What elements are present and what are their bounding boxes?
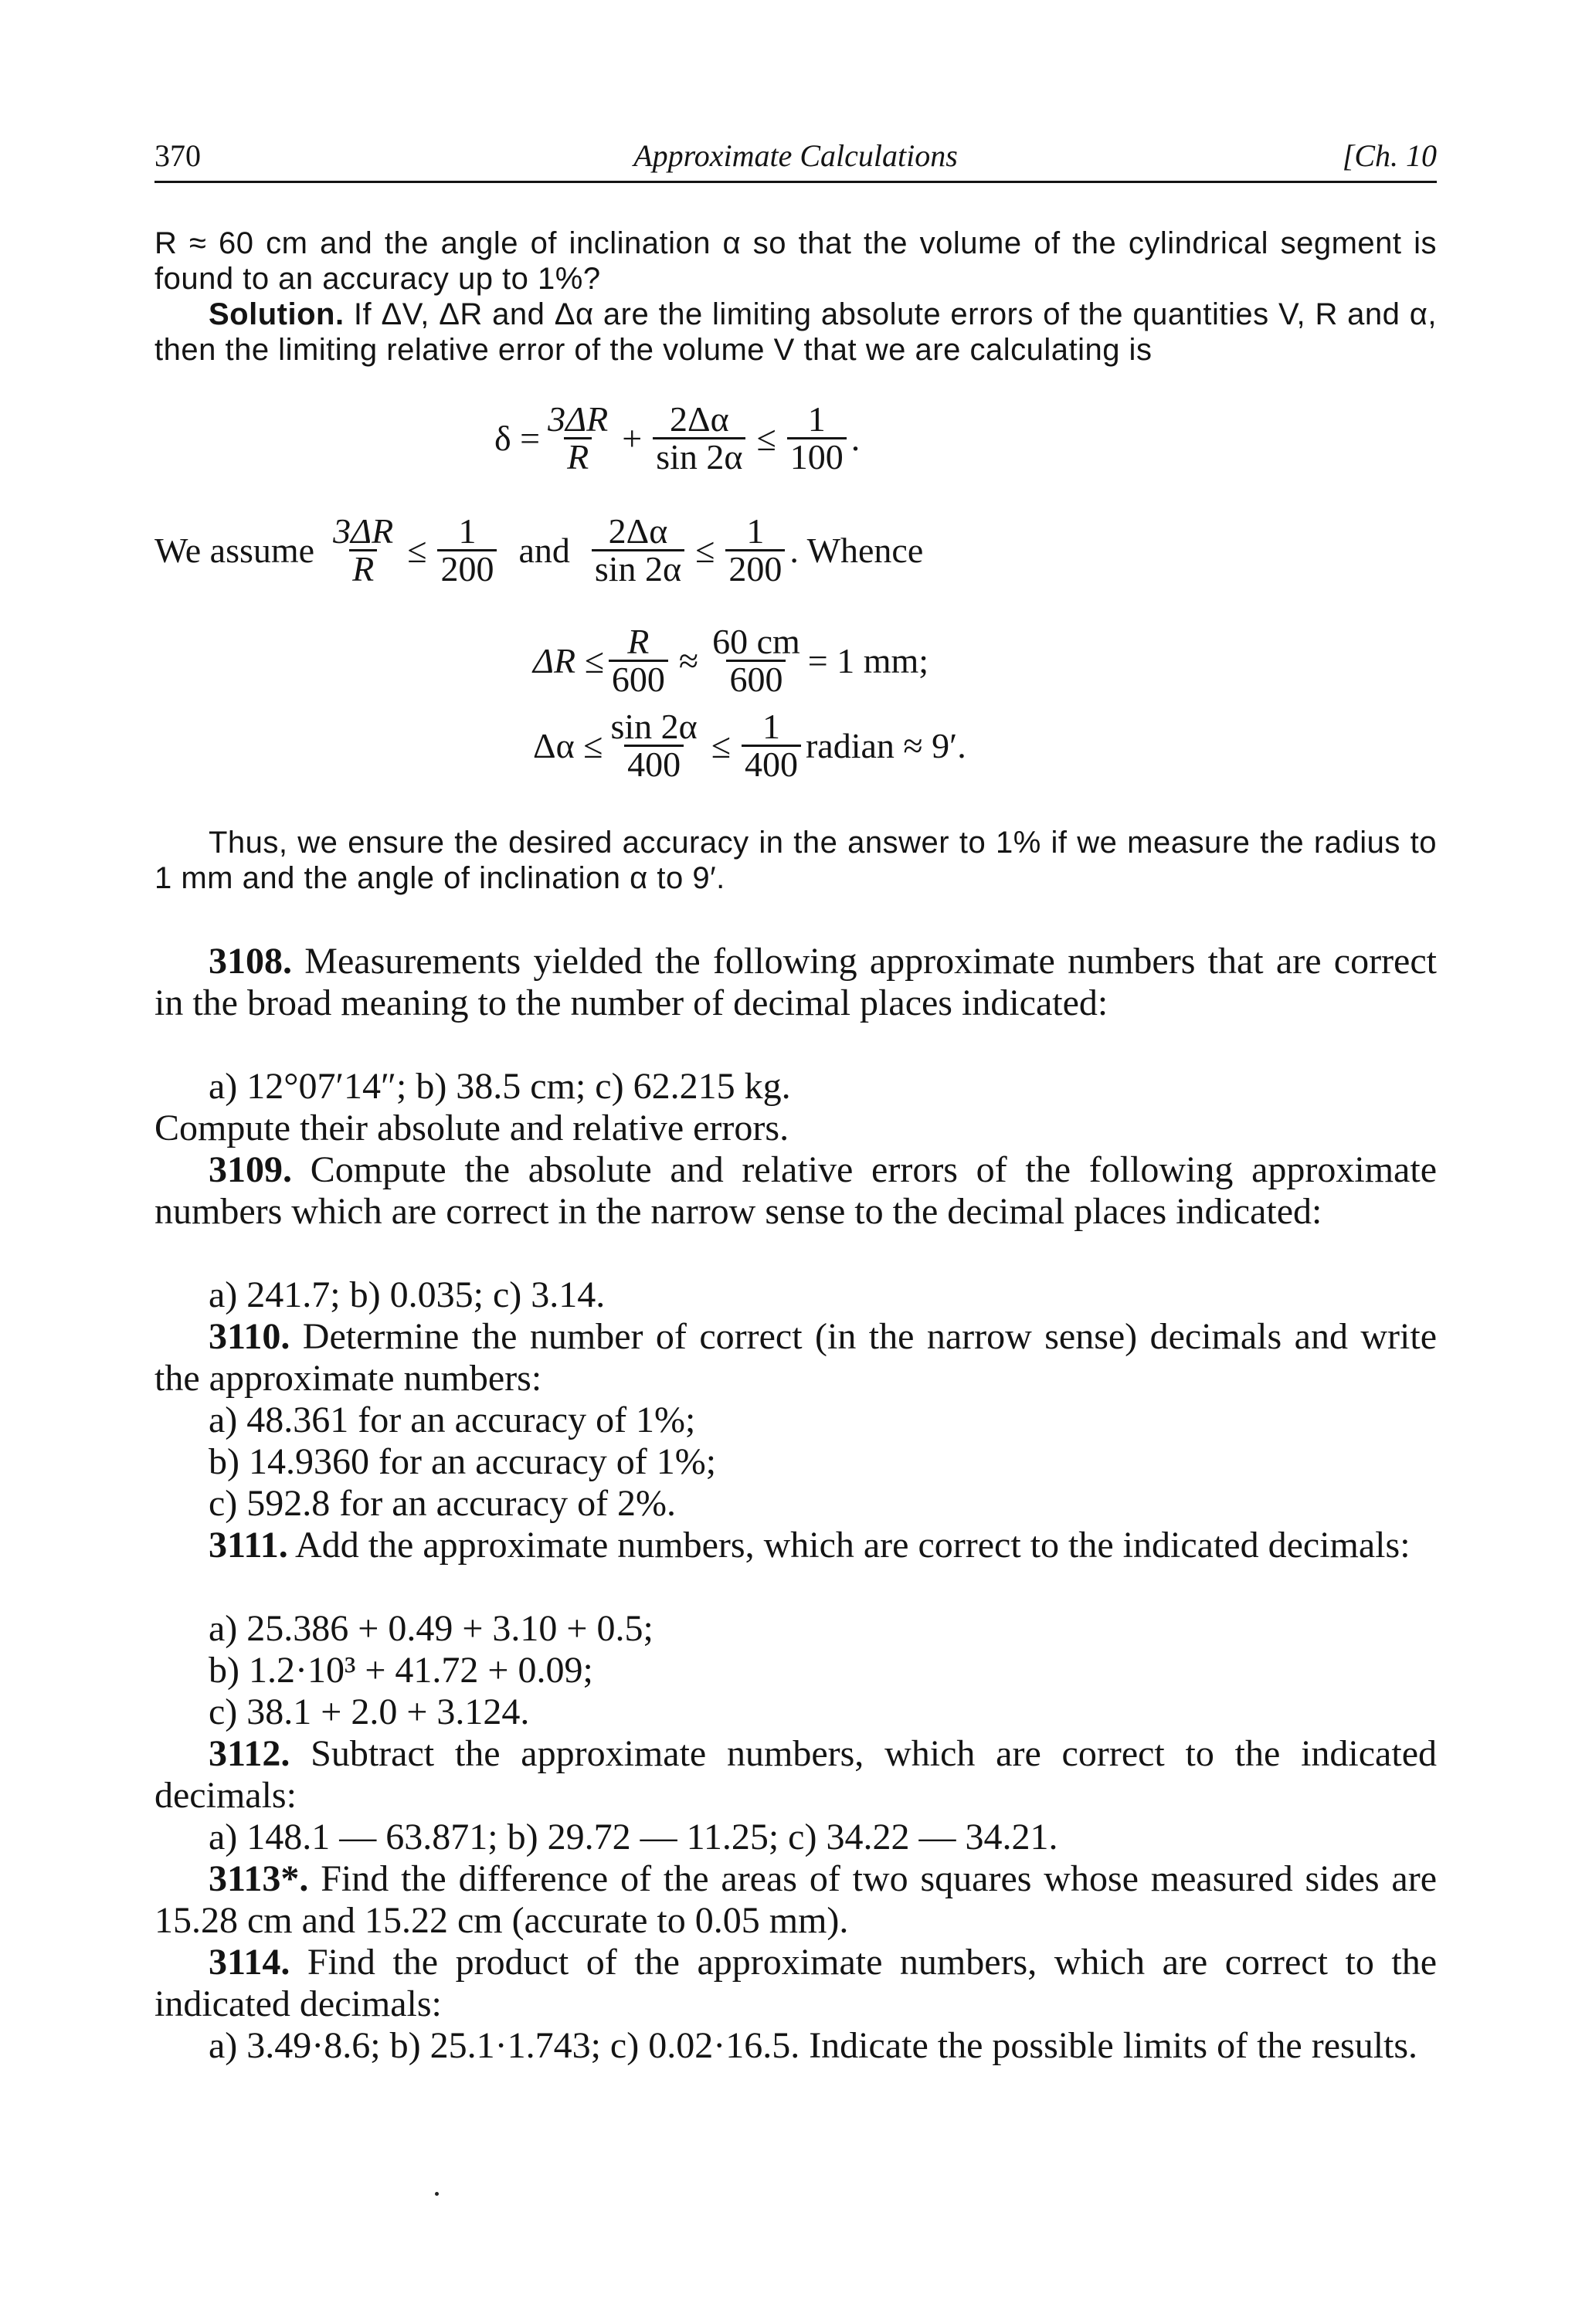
fraction [709,624,803,697]
denominator: R [349,549,377,587]
chapter-label: [Ch. 10 [1342,138,1437,173]
assume-label: We assume [154,531,315,570]
solution-paragraph [154,297,1437,368]
numerator: 3ΔR [548,399,609,439]
problem-number: 3114. [209,1942,290,1983]
formula-rhs: = 1 mm; [807,641,929,680]
fraction [725,511,785,589]
numerator: 60 cm [712,622,800,661]
formula-lhs: δ = [494,419,541,458]
problem-text: Determine the number of correct (in the narrow sense) decimals and write the approximate numbers: [154,1316,1437,1399]
denominator: 100 [787,437,847,475]
problem-number: 3108. [209,941,292,982]
numerator: sin 2α [610,707,698,746]
problem-3109 [154,1149,1437,1233]
formula-lhs: Δα ≤ [533,726,603,765]
problem-3109-values: a) 241.7; b) 0.035; c) 3.14. [209,1274,606,1315]
numerator: R [627,622,650,661]
numerator: 1 [746,511,765,551]
problem-text: Find the product of the approximate numbers, which are correct to the indicated decimals: [154,1942,1437,2024]
fraction [592,511,684,589]
problem-text: Find the difference of the areas of two squares whose measured sides are 15.28 cm and 15.22 cm (accurate to 0.05 mm). [154,1858,1437,1941]
problem-text: Subtract the approximate numbers, which are correct to the indicated decimals: [154,1733,1437,1816]
fraction [609,624,668,697]
intro-text [154,226,1437,297]
problem-3111-c: c) 38.1 + 2.0 + 3.124. [209,1691,530,1732]
problem-number: 3113*. [209,1858,309,1899]
and-word: and [518,531,570,570]
whence-word: . Whence [789,531,924,570]
numerator: 1 [807,399,826,439]
conclusion-paragraph: Thus, we ensure the desired accuracy in the answer to 1% if we measure the radius to 1 mm and the angle of inclination α to 9′. [154,826,1437,895]
fraction [437,511,497,589]
solution-text: If ΔV, ΔR and Δα are the limiting absolute errors of the quantities V, R and α, then the limiting relative error of the volume V that we are calculating is [154,297,1437,367]
numerator: 2Δα [669,399,729,439]
denominator: 200 [725,549,785,587]
fraction [742,709,801,782]
solution-label: Solution. [209,297,345,331]
formula-lhs: ΔR ≤ [533,641,604,680]
intro-question: R ≈ 60 cm and the angle of inclination α so that the volume of the cylindrical segment is found to an accuracy up to 1%? [154,226,1437,296]
fraction [330,511,396,589]
problem-3112-values: a) 148.1 — 63.871; b) 29.72 — 11.25; c) 34.22 — 34.21. [209,1817,1058,1858]
print-speck [435,2192,439,2196]
problem-3113 [154,1858,1437,1942]
fraction [545,399,611,477]
denominator: sin 2α [653,437,745,475]
formula-end: . [850,419,861,458]
fraction [653,399,745,477]
problem-3110 [154,1316,1437,1399]
problem-3110-c: c) 592.8 for an accuracy of 2%. [209,1483,677,1524]
problem-number: 3109. [209,1149,292,1190]
problem-3114-values: a) 3.49·8.6; b) 25.1·1.743; c) 0.02·16.5. Indicate the possible limits of the results. [209,2025,1418,2066]
problem-text: Add the approximate numbers, which are correct to the indicated decimals: [287,1525,1411,1566]
denominator: 600 [726,660,786,697]
assumption-line [154,511,924,589]
denominator: sin 2α [592,549,684,587]
denominator: 600 [609,660,668,697]
problem-3110-a: a) 48.361 for an accuracy of 1%; [209,1399,696,1440]
problem-3111 [154,1525,1437,1566]
numerator: 1 [762,707,780,746]
problem-number: 3111. [209,1525,288,1566]
problem-text: Compute the absolute and relative errors of the following approximate numbers which are correct in the narrow sense to the decimal places indicated: [154,1149,1437,1232]
operator: ≤ [407,531,427,570]
operator: ≤ [756,419,776,458]
problem-3108 [154,941,1437,1024]
problem-3111-a: a) 25.386 + 0.49 + 3.10 + 0.5; [209,1608,654,1649]
denominator: 400 [624,745,684,782]
formula-delta-alpha [533,709,966,782]
problem-number: 3112. [209,1733,290,1774]
problem-3108-values: a) 12°07′14″; b) 38.5 cm; c) 62.215 kg. [209,1066,791,1107]
problem-3111-b: b) 1.2·10³ + 41.72 + 0.09; [209,1650,593,1691]
denominator: R [564,437,592,475]
formula-delta [494,399,861,477]
page-number: 370 [154,138,201,173]
running-title: Approximate Calculations [633,138,958,173]
operator: + [622,419,643,458]
fraction [787,399,847,477]
problem-3114 [154,1942,1437,2025]
operator: ≤ [695,531,715,570]
numerator: 2Δα [608,511,668,551]
formula-delta-r [533,624,928,697]
problem-3110-b: b) 14.9360 for an accuracy of 1%; [209,1441,717,1482]
denominator: 400 [742,745,801,782]
problem-3108-task: Compute their absolute and relative errors. [154,1108,789,1148]
problem-text: Measurements yielded the following approximate numbers that are correct in the broad meaning to the number of decimal places indicated: [154,941,1437,1023]
denominator: 200 [437,549,497,587]
operator: ≈ [678,641,699,680]
problem-number: 3110. [209,1316,290,1357]
numerator: 1 [458,511,477,551]
numerator: 3ΔR [333,511,394,551]
problem-3112 [154,1733,1437,1817]
operator: ≤ [711,726,731,765]
formula-rhs: radian ≈ 9′. [805,726,966,765]
fraction [607,709,700,782]
page-header [154,137,1437,183]
